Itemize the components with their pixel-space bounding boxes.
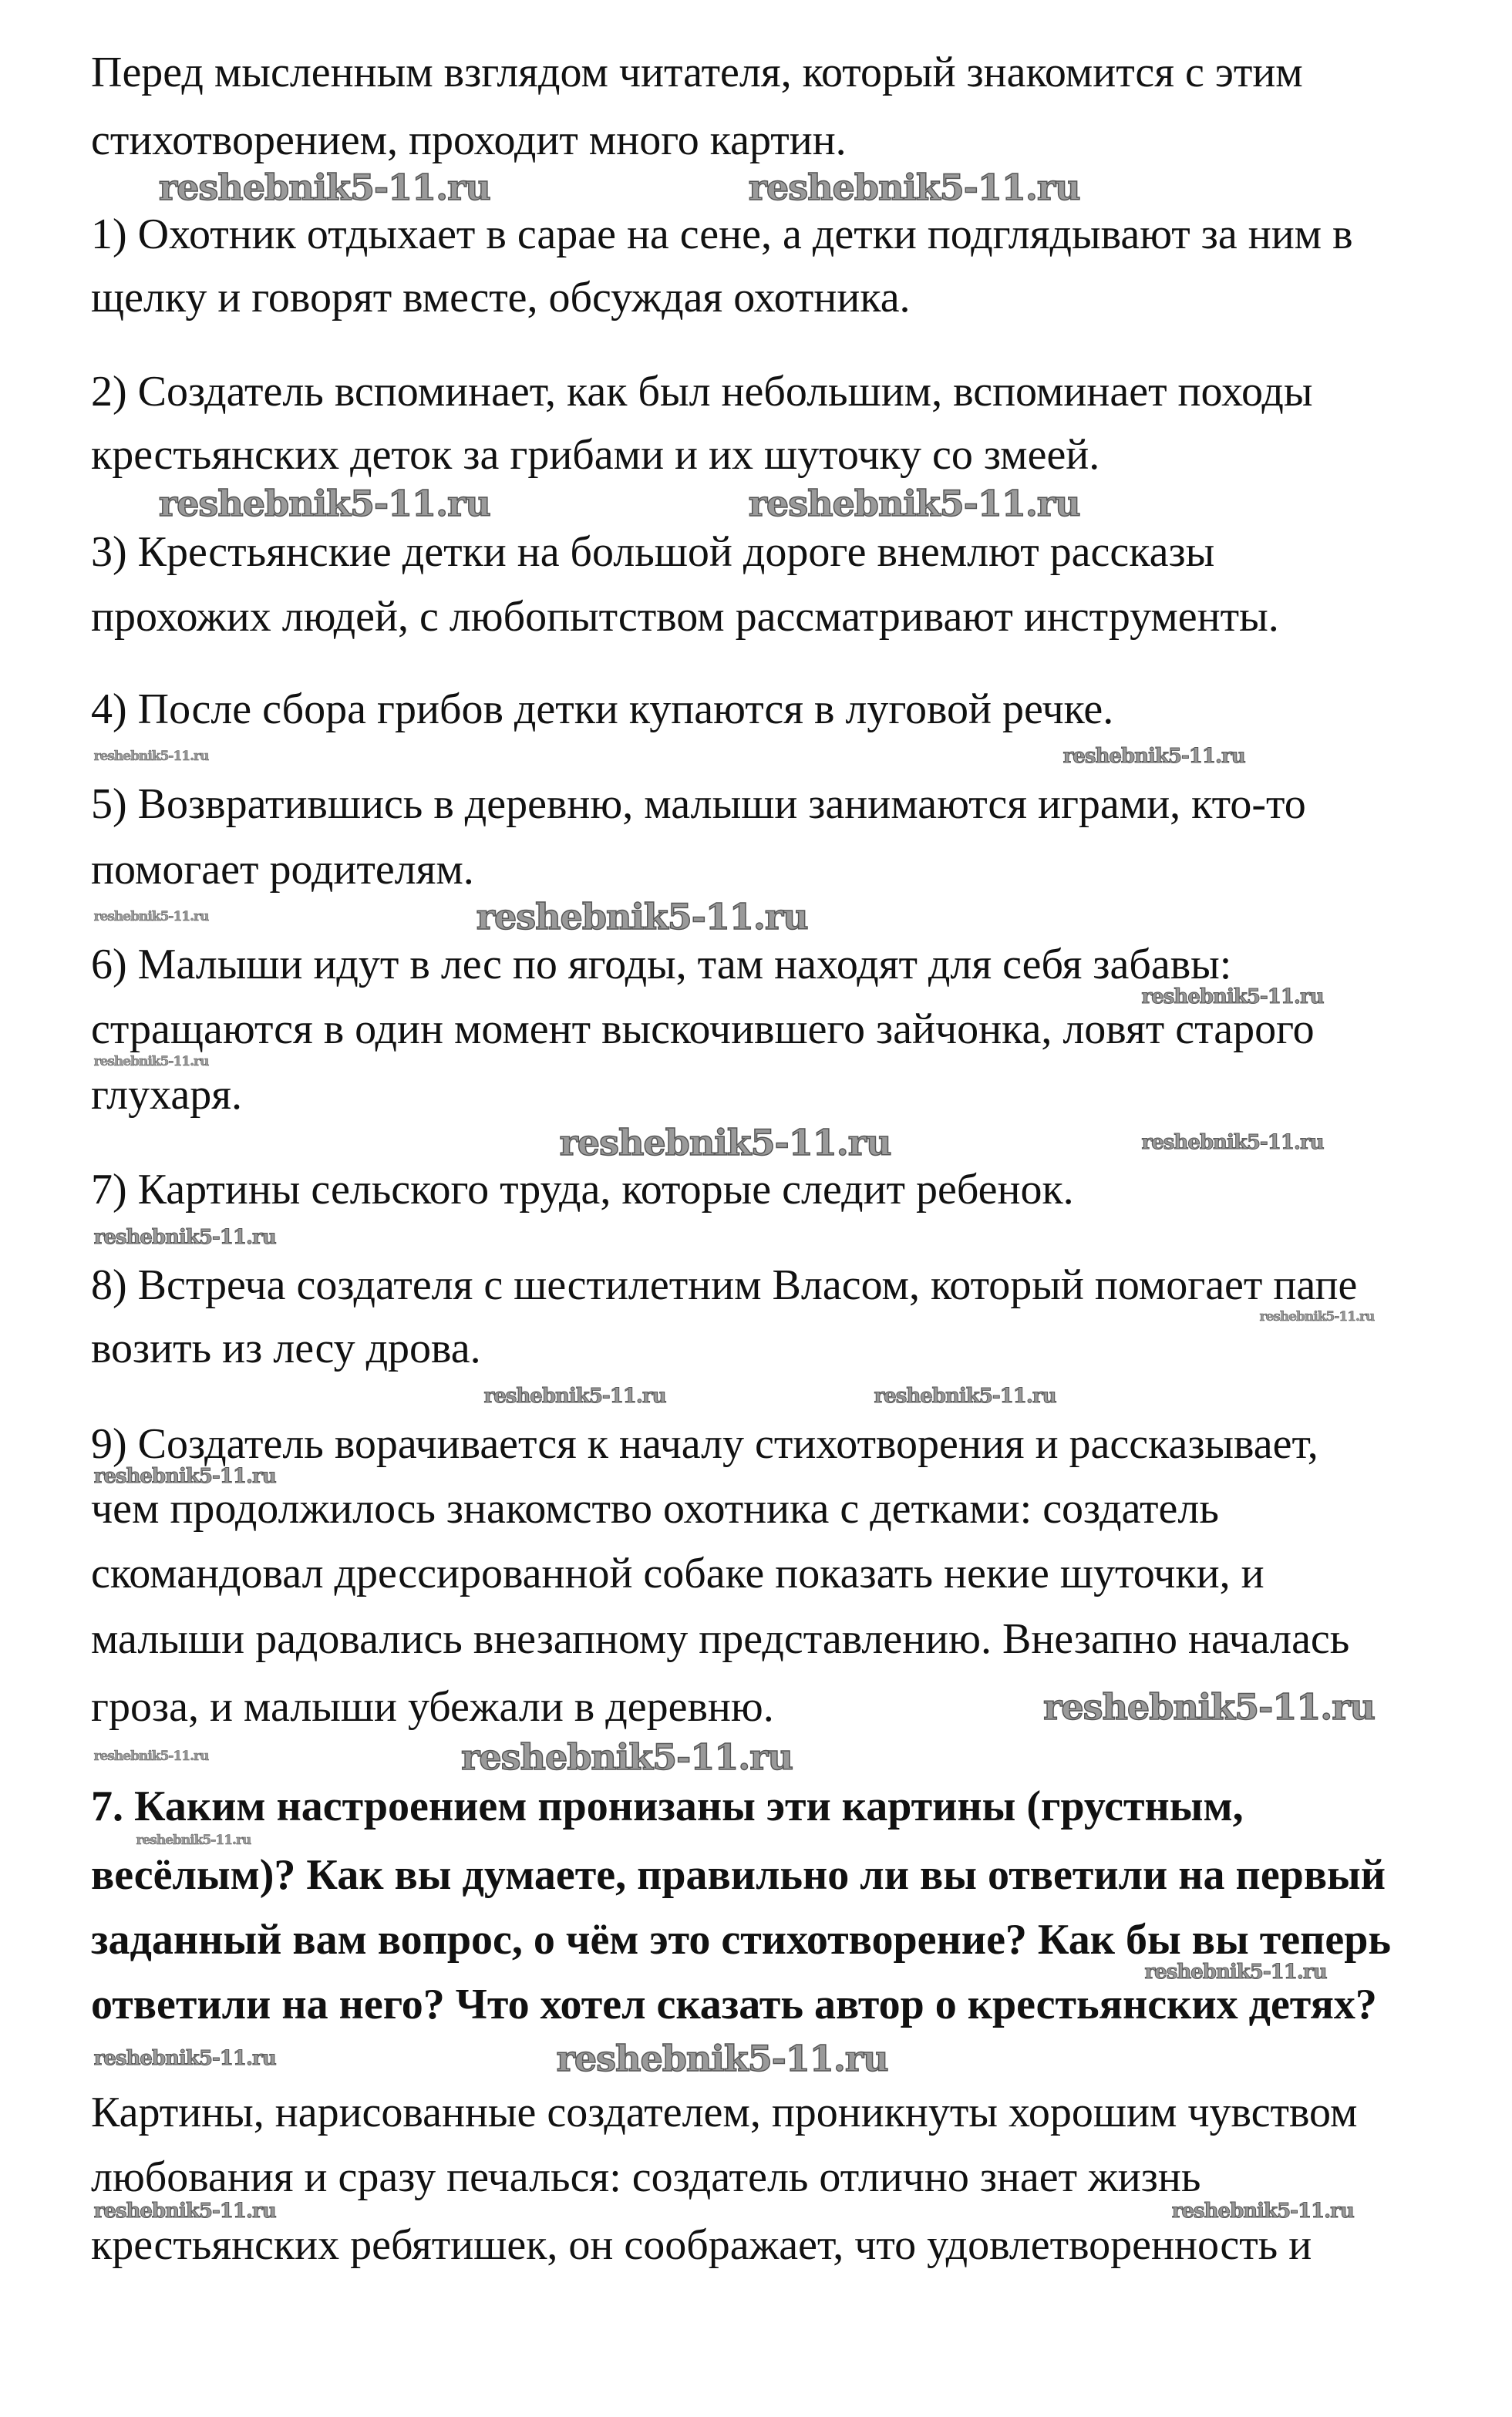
question-line: весёлым)? Как вы думаете, правильно ли вы ответили на первый — [91, 1850, 1386, 1899]
watermark: reshebnik5-11.ru — [93, 748, 209, 764]
question-line: 7. Каким настроением пронизаны эти картины (грустным, — [91, 1782, 1244, 1831]
watermark: reshebnik5-11.ru — [1141, 985, 1324, 1009]
watermark: reshebnik5-11.ru — [93, 2046, 276, 2070]
answer-line: Картины, нарисованные создателем, проникнуты хорошим чувством — [91, 2088, 1358, 2136]
watermark: reshebnik5-11.ru — [1144, 1961, 1327, 1984]
list-item-line: скомандовал дрессированной собаке показать некие шуточки, и — [91, 1550, 1264, 1598]
list-item-line: 7) Картины сельского труда, которые следит ребенок. — [91, 1166, 1074, 1214]
list-item-line: 5) Возвратившись в деревню, малыши занимаются играми, кто-то — [91, 780, 1306, 829]
list-item-line: стращаются в один момент выскочившего зайчонка, ловят старого — [91, 1005, 1315, 1054]
watermark: reshebnik5-11.ru — [1062, 745, 1245, 769]
question-line: ответили на него? Что хотел сказать автор о крестьянских детях? — [91, 1981, 1377, 2029]
list-item-line: малыши радовались внезапному представлению. Внезапно началась — [91, 1614, 1350, 1663]
answer-line: крестьянских ребятишек, он соображает, что удовлетворенность и — [91, 2221, 1312, 2270]
watermark: reshebnik5-11.ru — [93, 908, 209, 924]
list-item-line: 2) Создатель вспоминает, как был небольшим, вспоминает походы — [91, 367, 1313, 416]
list-item-line: 8) Встреча создателя с шестилетним Власом, который помогает папе — [91, 1261, 1358, 1309]
watermark: reshebnik5-11.ru — [93, 1054, 209, 1070]
list-item-line: глухаря. — [91, 1070, 242, 1119]
watermark: reshebnik5-11.ru — [93, 1464, 276, 1488]
intro-line: стихотворением, проходит много картин. — [91, 116, 847, 165]
watermark: reshebnik5-11.ru — [556, 2037, 888, 2079]
watermark: reshebnik5-11.ru — [1259, 1308, 1375, 1325]
answer-line: любования и сразу печалься: создатель отлично знает жизнь — [91, 2153, 1201, 2201]
watermark: reshebnik5-11.ru — [136, 1833, 251, 1849]
list-item-line: щелку и говорят вместе, обсуждая охотника. — [91, 274, 911, 322]
list-item-line: 1) Охотник отдыхает в сарае на сене, а детки подглядывают за ним в — [91, 210, 1353, 258]
watermark: reshebnik5-11.ru — [1043, 1685, 1375, 1728]
list-item-line: возить из лесу дрова. — [91, 1325, 481, 1373]
watermark: reshebnik5-11.ru — [874, 1384, 1056, 1408]
list-item-line: помогает родителям. — [91, 845, 474, 894]
intro-line: Перед мысленным взглядом читателя, который знакомится с этим — [91, 49, 1303, 97]
list-item-line: 9) Создатель ворачивается к началу стихотворения и рассказывает, — [91, 1419, 1318, 1468]
watermark: reshebnik5-11.ru — [158, 167, 490, 209]
list-item-line: гроза, и малыши убежали в деревню. — [91, 1682, 774, 1731]
watermark: reshebnik5-11.ru — [748, 483, 1080, 524]
watermark: reshebnik5-11.ru — [93, 1749, 209, 1765]
watermark: reshebnik5-11.ru — [483, 1384, 666, 1408]
list-item-line: крестьянских деток за грибами и их шуточку со змеей. — [91, 431, 1100, 480]
list-item-line: 4) После сбора грибов детки купаются в луговой речке. — [91, 685, 1114, 733]
watermark: reshebnik5-11.ru — [1141, 1130, 1324, 1154]
list-item-line: прохожих людей, с любопытством рассматривают инструменты. — [91, 593, 1279, 641]
list-item-line: 6) Малыши идут в лес по ягоды, там находят для себя забавы: — [91, 941, 1232, 989]
list-item-line: чем продолжилось знакомство охотника с детками: создатель — [91, 1485, 1219, 1533]
watermark: reshebnik5-11.ru — [559, 1121, 891, 1163]
watermark: reshebnik5-11.ru — [1171, 2199, 1354, 2223]
list-item-line: 3) Крестьянские детки на большой дороге внемлют рассказы — [91, 527, 1215, 576]
question-line: заданный вам вопрос, о чём это стихотворение? Как бы вы теперь — [91, 1915, 1391, 1964]
watermark: reshebnik5-11.ru — [748, 167, 1080, 209]
watermark: reshebnik5-11.ru — [93, 1226, 276, 1250]
watermark: reshebnik5-11.ru — [476, 896, 808, 938]
watermark: reshebnik5-11.ru — [461, 1735, 793, 1778]
watermark: reshebnik5-11.ru — [158, 483, 490, 524]
watermark: reshebnik5-11.ru — [93, 2199, 276, 2223]
